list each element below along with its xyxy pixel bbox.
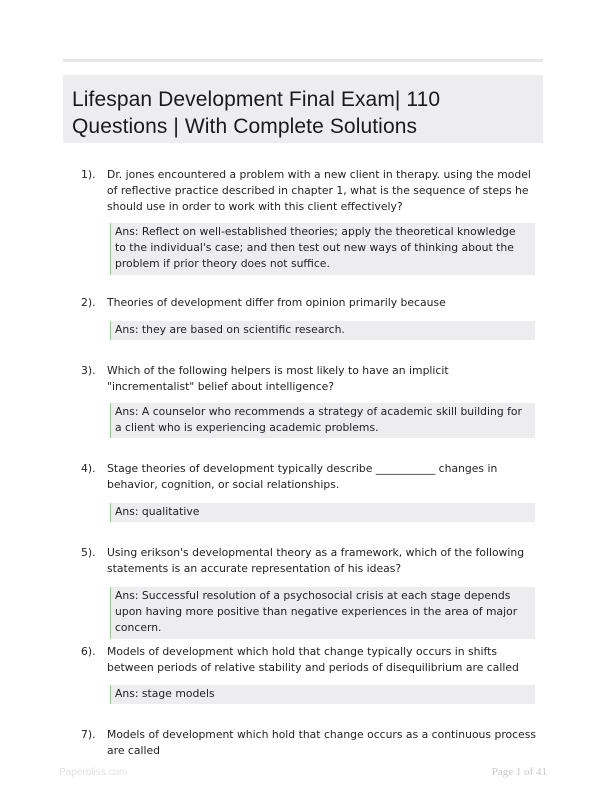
answer-box: Ans: stage models (110, 685, 535, 704)
page-title: Lifespan Development Final Exam| 110 Questions | With Complete Solutions (72, 88, 441, 138)
question-number: 3). (81, 364, 96, 377)
question-number: 5). (81, 546, 96, 559)
question-number: 2). (81, 296, 96, 309)
question-number: 1). (81, 168, 96, 181)
question-number: 4). (81, 462, 96, 475)
answer-box: Ans: Successful resolution of a psychosocial crisis at each stage depends upon having more positive than negative experiences in the area of major concern. (110, 587, 535, 639)
question-text: Which of the following helpers is most likely to have an implicit "incrementalist" belief about intelligence? (107, 364, 449, 394)
answer-box: Ans: qualitative (110, 503, 535, 522)
question-text: Models of development which hold that change typically occurs in shifts between periods of relative stability and periods of disequilibrium are called (107, 645, 519, 675)
answer-box: Ans: A counselor who recommends a strategy of academic skill building for a client who is experiencing academic problems. (110, 403, 535, 438)
answer-box: Ans: they are based on scientific research. (110, 321, 535, 340)
footer-watermark: Paperbliss.com (59, 767, 128, 778)
top-divider (63, 59, 543, 62)
question-text: Using erikson's developmental theory as a framework, which of the following statements is an accurate representation of his ideas? (107, 546, 525, 576)
question-number: 6). (81, 645, 96, 658)
question-text: Models of development which hold that change occurs as a continuous process are called (107, 728, 536, 758)
question-text: Stage theories of development typically describe ___________ changes in behavior, cognition, or social relationships. (107, 462, 498, 492)
question-text: Dr. jones encountered a problem with a new client in therapy. using the model of reflective practice described in chapter 1, what is the sequence of steps he should use in order to work with this client effectively? (107, 168, 531, 214)
question-text: Theories of development differ from opinion primarily because (107, 296, 446, 309)
question-number: 7). (81, 728, 96, 741)
answer-box: Ans: Reflect on well-established theories; apply the theoretical knowledge to the individual's case; and then test out new ways of thinking about the problem if prior theory does not suffice. (110, 223, 535, 275)
page-number: Page 1 of 41 (491, 766, 547, 778)
title-banner (63, 75, 543, 143)
